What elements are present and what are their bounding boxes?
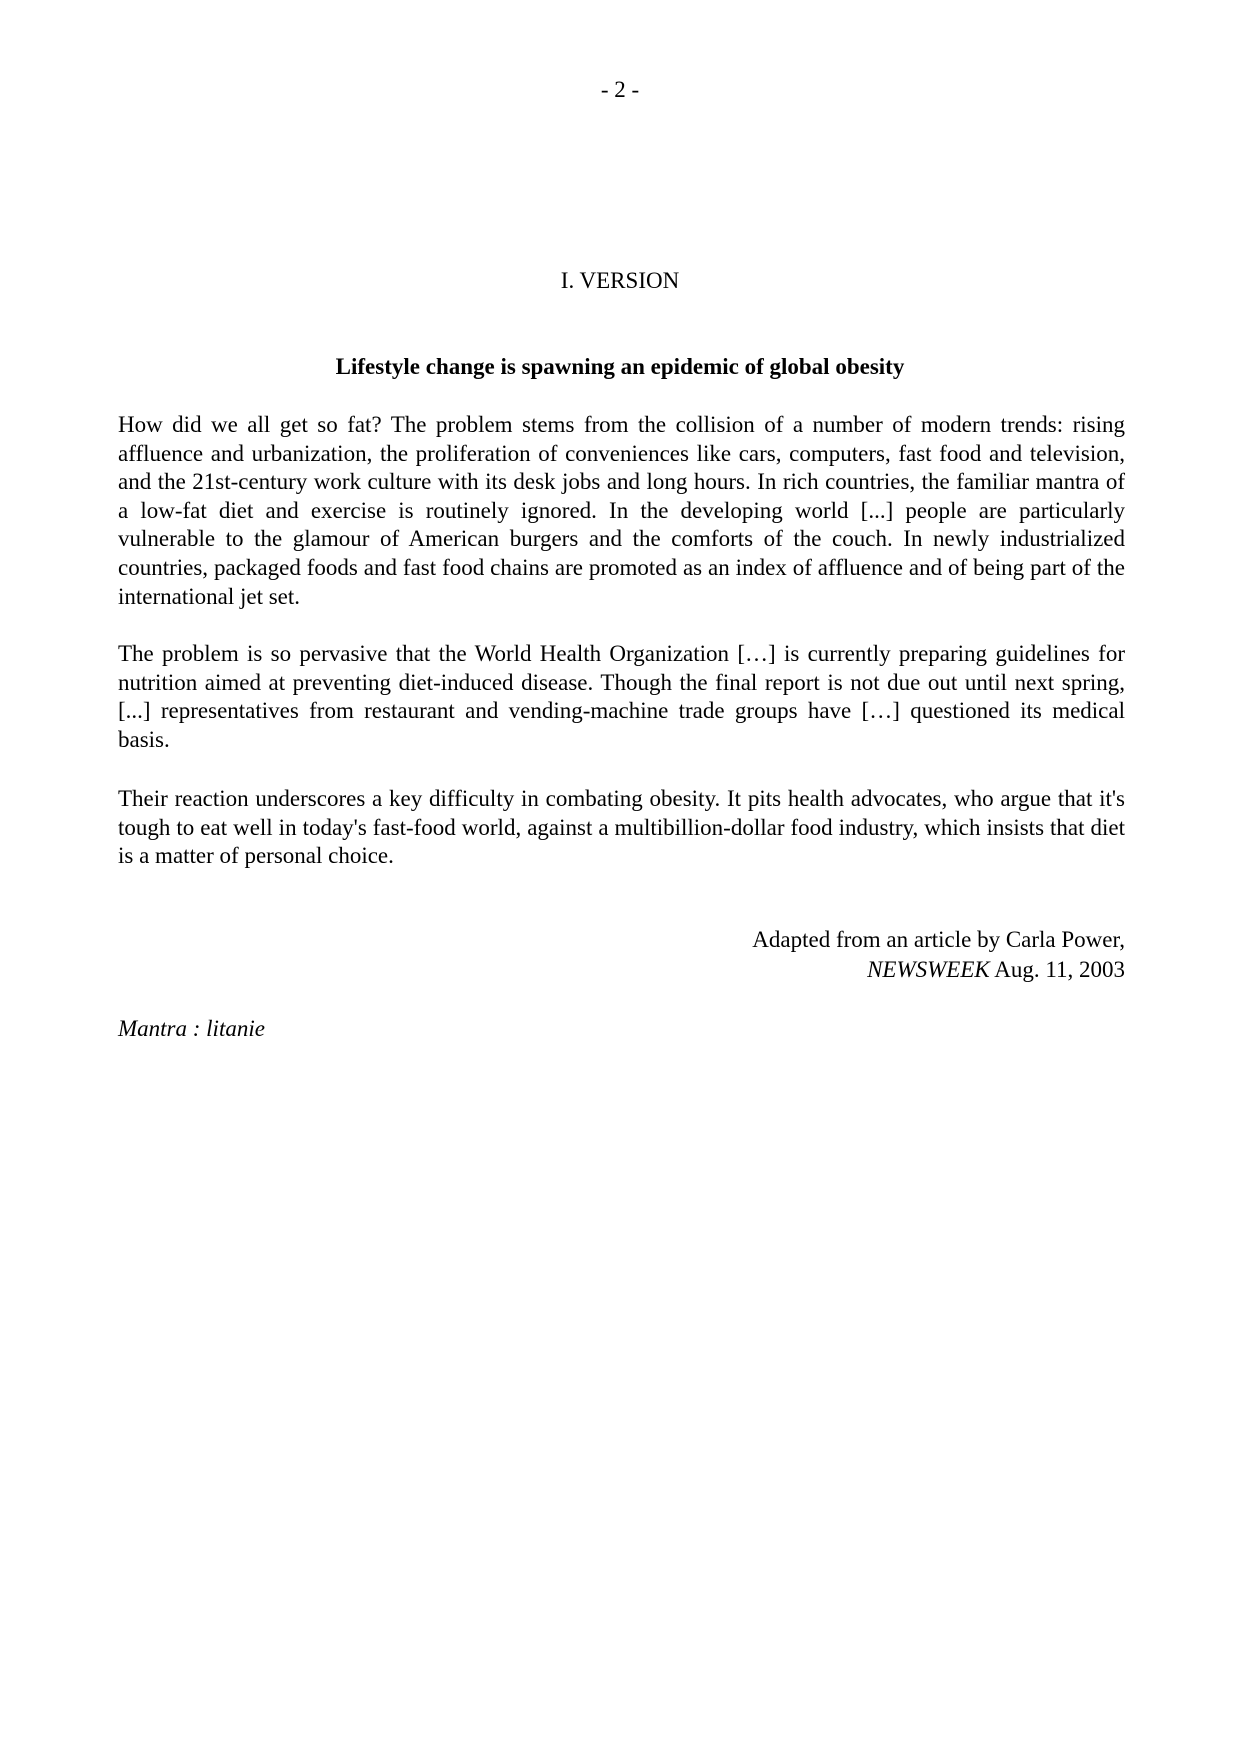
page-number: - 2 - <box>600 77 640 102</box>
source-publication: NEWSWEEK <box>867 957 990 982</box>
paragraph-1: How did we all get so fat? The problem stems from the collision of a number of modern trends: rising affluence and urbanization, the proliferation of conveniences like cars, computers, fast food and television, and the 21st-century work culture with its desk jobs and long hours. In rich countries, the familiar mantra of a low-fat diet and exercise is routinely ignored. In the developing world [...] people are particularly vulnerable to the glamour of American burgers and the comforts of the couch. In newly industrialized countries, packaged foods and fast food chains are promoted as an index of affluence and of being part of the international jet set. <box>118 412 1125 609</box>
vocabulary-gloss: Mantra : litanie <box>118 1016 265 1041</box>
version-heading: I. VERSION <box>560 268 680 293</box>
source-publication-line <box>752 955 1125 985</box>
article-title: Lifestyle change is spawning an epidemic of global obesity <box>335 354 905 379</box>
paragraph-3: Their reaction underscores a key difficulty in combating obesity. It pits health advocates, who argue that it's tough to eat well in today's fast-food world, against a multibillion-dollar food industry, which insists that diet is a matter of personal choice. <box>118 786 1125 869</box>
source-date: Aug. 11, 2003 <box>989 957 1125 982</box>
source-citation <box>752 925 1125 985</box>
source-author-line: Adapted from an article by Carla Power, <box>752 927 1125 952</box>
paragraph-2: The problem is so pervasive that the World Health Organization […] is currently preparing guidelines for nutrition aimed at preventing diet-induced disease. Though the final report is not due out until next spring, [...] representatives from restaurant and vending-machine trade groups have […] questioned its medical basis. <box>118 641 1125 752</box>
